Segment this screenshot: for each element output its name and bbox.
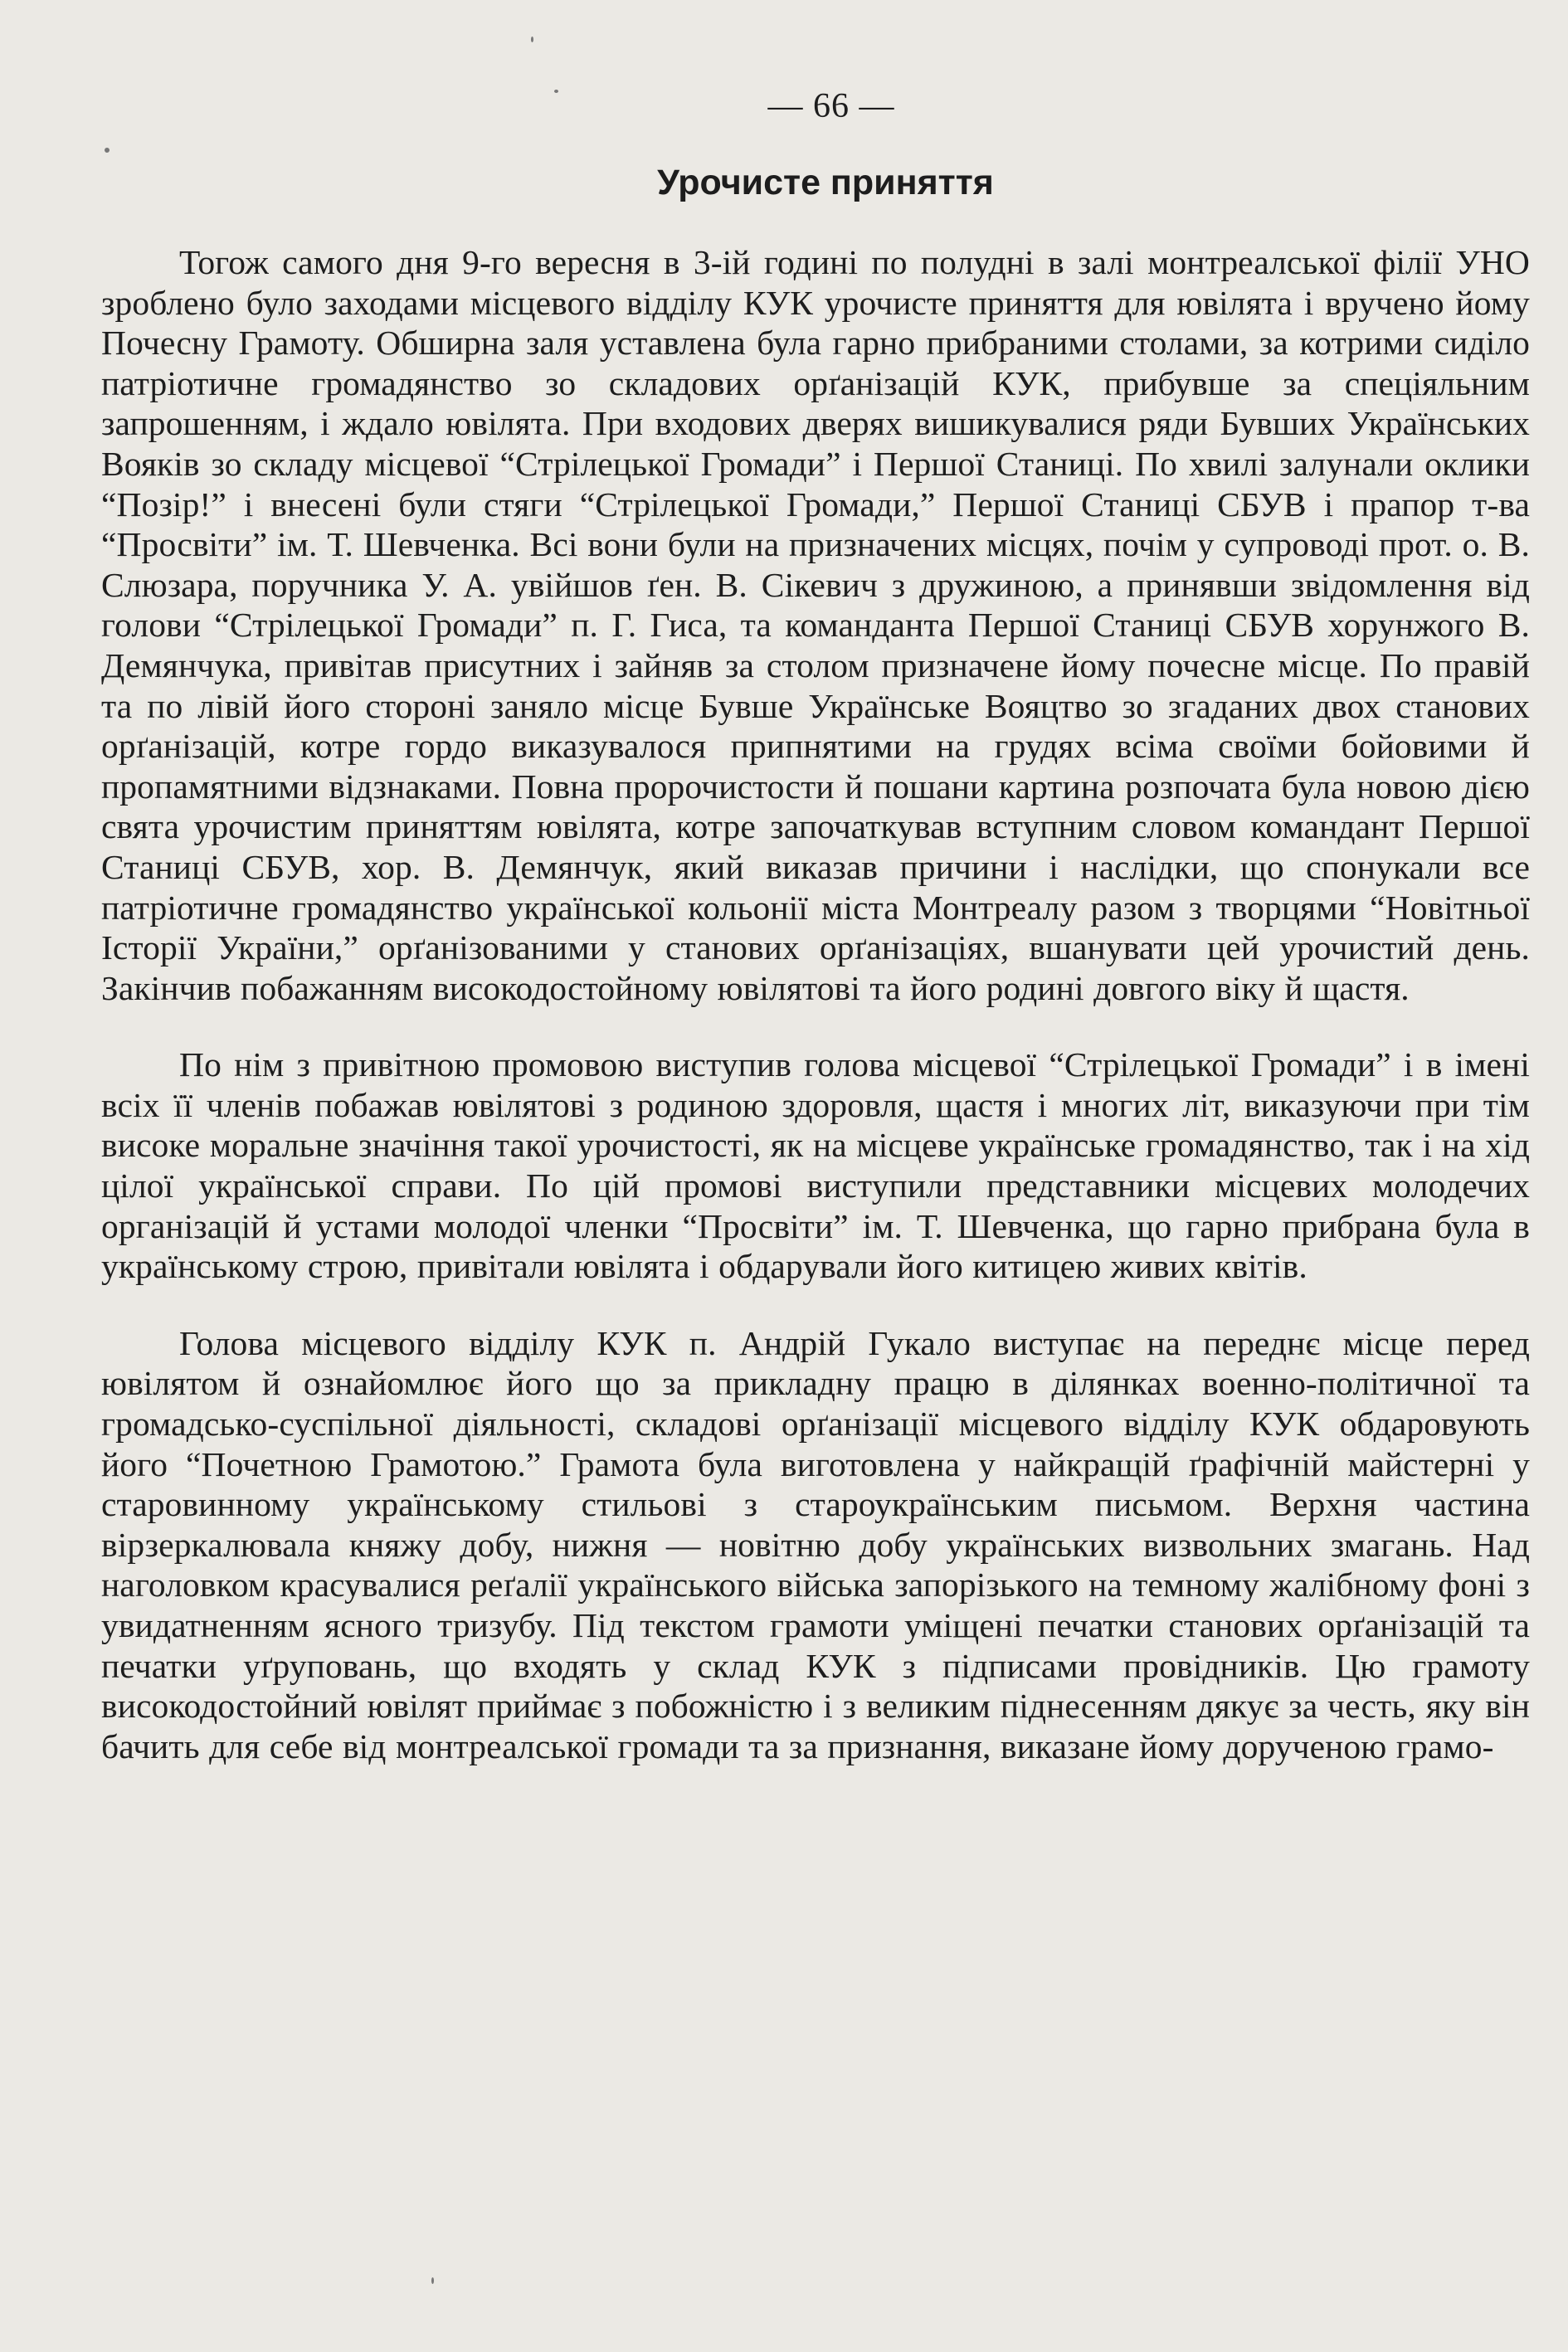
paragraph-1: Тогож самого дня 9-го вересня в 3-ій годині по полудні в залі монтреалської філії УНО зроблено було заходами місцевого відділу КУК урочисте приняття для ювілята і вручено йому Почесну Грамоту. Обширна заля уставлена була гарно прибраними столами, за котрими сиділо патріотичне громадянство зо складових орґанізацій КУК, прибувше за спеціяльним запрошенням, і ждало ювілята. При входових дверях вишикувалися ряди Бувших Українських Вояків зо складу місцевої “Стрілецької Громади” і Першої Станиці. По хвилі залунали оклики “Позір!” і внесені були стяги “Стрілецької Громади,” Першої Станиці СБУВ і прапор т-ва “Просвіти” ім. Т. Шевченка. Всі вони були на призначених місцях, почім у супроводі прот. о. В. Слюзара, поручника У. А. увійшов ґен. В. Сікевич з дружиною, а принявши звідомлення від голови “Стрілецької Громади” п. Г. Гиса, та команданта Першої Станиці СБУВ хорунжого В. Демянчука, привітав присутних і зайняв за столом призначене йому почесне місце. По правій та по лівій його стороні заняло місце Бувше Українське Вояцтво зо згаданих двох станових орґанізацій, котре гордо виказувалося припнятими на грудях всіма своїми бойовими й пропамятними відзнаками. Повна пророчистости й пошани картина розпочата була новою дією свята урочистим приняттям ювілята, котре започаткував вступним словом командант Першої Станиці СБУВ, хор. В. Демянчук, який виказав причини і наслідки, що спонукали все патріотичне громадянство української кольонії міста Монтреалу разом з творцями “Новітньої Історії України,” орґанізованими у станових орґанізаціях, вшанувати цей урочистий день. Закінчив побажанням високодостойному ювілятові та його родині довгого віку й щастя. (101, 243, 1530, 1007)
paragraph-2: По нім з привітною промовою виступив голова місцевої “Стрілецької Громади” і в імені всіх її членів побажав ювілятові з родиною здоровля, щастя і многих літ, виказуючи при тім високе моральне значіння такої урочистості, як на місцеве українське громадянство, так і на хід цілої української справи. По цій промові виступили представники місцевих молодечих організацій й устами молодої членки “Просвіти” ім. Т. Шевченка, що гарно прибрана була в українському строю, привітали ювілята і обдарували його китицею живих квітів. (101, 1045, 1530, 1286)
print-speck (105, 148, 110, 153)
print-speck (431, 2277, 434, 2284)
paragraph-3: Голова місцевого відділу КУК п. Андрій Гукало виступає на переднє місце перед ювілятом й ознайомлює його що за прикладну працю в ділянках военно-політичної та громадсько-суспільної діяльності, складові орґанізації місцевого відділу КУК обдаровують його “Почетною Грамотою.” Грамота була виготовлена у найкращій ґрафічній майстерні у старовинному українському стильові з староукраїнським письмом. Верхня частина вірзеркалювала княжу добу, нижня — новітню добу українських визвольних змагань. Над наголовком красувалися реґалії українського війська запорізького на темному жалібному фоні з увидатненням ясного тризубу. Під текстом грамоти уміщені печатки станових орґанізацій та печатки уґруповань, що входять у склад КУК з підписами провідників. Цю грамоту високодостойний ювілят приймає з побожністю і з великим піднесенням дякує за честь, яку він бачить для себе від монтреалської громади та за признання, виказане йому дорученою грамо- (101, 1323, 1530, 1765)
print-speck (554, 90, 558, 93)
page-number: — 66 — (767, 87, 895, 125)
print-speck (531, 37, 533, 42)
section-title: Урочисте приняття (657, 163, 994, 202)
